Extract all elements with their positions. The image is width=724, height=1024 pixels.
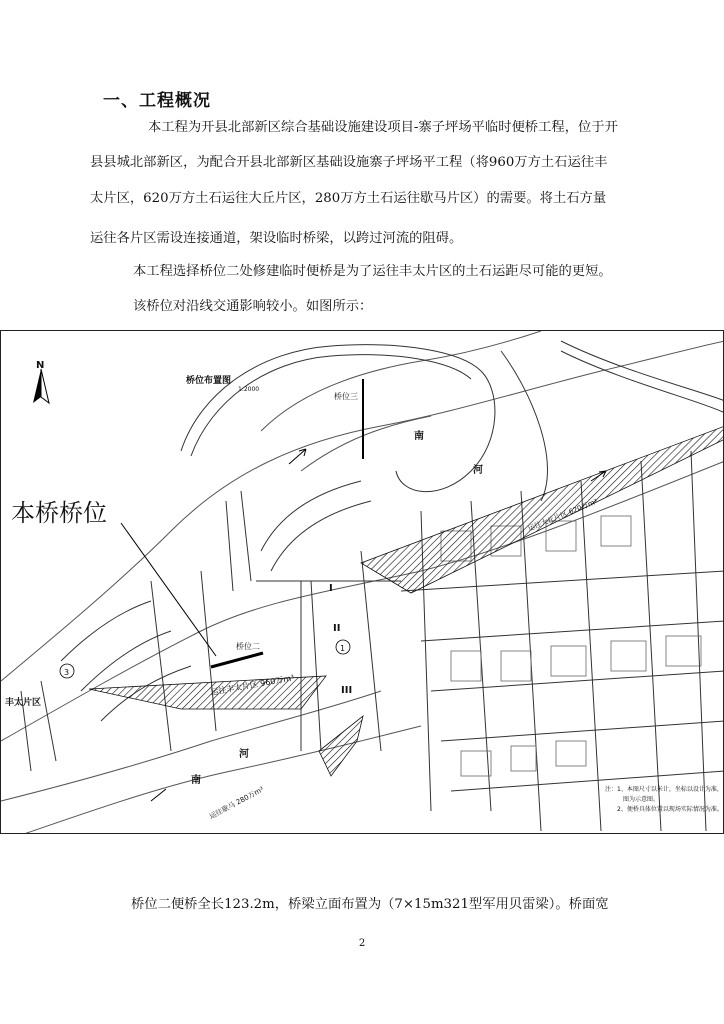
map-note-1b: 图为示意图。: [623, 796, 660, 803]
paragraph-line-1: 本工程为开县北部新区综合基础设施建设项目-寨子坪场平临时便桥工程，位于开: [148, 120, 618, 135]
paragraph-line-3: 太片区，620万方土石运往大丘片区，280万方土石运往歇马片区）的需要。将土石方量: [90, 191, 607, 206]
page-number: 2: [358, 938, 366, 949]
river-label-bottom-2: 河: [239, 749, 249, 760]
bridge-3-label: 桥位三: [334, 392, 358, 401]
route-960-label: 运往丰太片区 960万m³: [209, 673, 295, 697]
callout-label: 本桥桥位: [11, 499, 107, 527]
north-label: N: [36, 360, 45, 371]
zone-circle-1-label: 1: [340, 644, 346, 653]
haul-route-620: [361, 426, 724, 593]
site-location-map: [0, 330, 724, 834]
section-heading: 一、工程概况: [103, 91, 211, 111]
haul-route-280: [319, 716, 363, 776]
zone-label-II: II: [333, 623, 341, 634]
route-280-label: 运往歇马 280万m³: [208, 785, 266, 821]
zone-label-I: I: [329, 583, 333, 594]
river-label-top-2: 河: [473, 465, 483, 476]
bridge-2-line: [211, 653, 263, 667]
north-arrow-icon: [33, 369, 49, 403]
paragraph-line-6: 该桥位对沿线交通影响较小。如图所示：: [133, 299, 373, 314]
zone-circle-3-label: 3: [64, 668, 70, 677]
route-620-label: 运往大丘片区 620万m³: [526, 497, 599, 533]
zone-label-III: III: [341, 685, 353, 696]
callout-leader: [121, 523, 216, 656]
river-label-top-1: 南: [414, 431, 424, 442]
map-drawing: [1, 331, 724, 834]
paragraph-line-4: 运往各片区需设连接通道，架设临时桥梁，以跨过河流的阻碍。: [90, 231, 463, 246]
paragraph-line-5: 本工程选择桥位二处修建临时便桥是为了运往丰太片区的土石运距尽可能的更短。: [133, 264, 612, 279]
legend-title: 桥位布置图: [186, 376, 232, 386]
paragraph-line-2: 县县城北部新区，为配合开县北部新区基础设施寨子坪场平工程（将960万方土石运往丰: [90, 155, 608, 170]
river-label-bottom-1: 南: [191, 775, 201, 786]
legend-scale: 1:2000: [238, 386, 260, 393]
bottom-paragraph-line: 桥位二便桥全长123.2m，桥梁立面布置为（7×15m321型军用贝雷梁）。桥面宽: [131, 897, 609, 912]
bridge-2-label: 桥位二: [236, 642, 260, 651]
map-note-1: 注：1、本图尺寸以米计，坐标以设计为准，: [605, 786, 723, 793]
map-note-2: 2、便桥具体位置以现场实际情况为准。: [617, 806, 723, 813]
area-fengtai-label: 丰太片区: [5, 698, 42, 708]
road-network: [21, 341, 724, 831]
